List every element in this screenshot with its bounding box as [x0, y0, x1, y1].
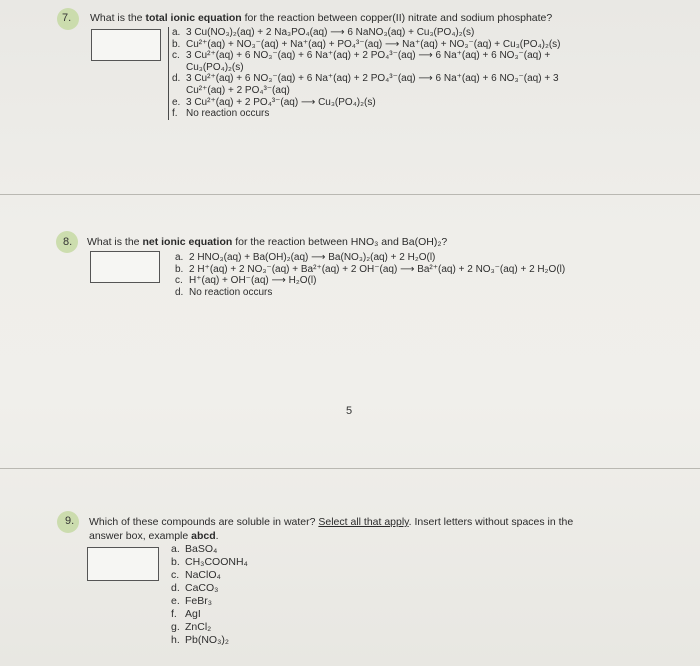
q8-text-bold: net ionic equation [142, 236, 233, 248]
option-text: Cu²⁺(aq) + NO₃⁻(aq) + Na⁺(aq) + PO₄³⁻(aq) ⟶ Na⁺(aq) + NO₃⁻(aq) + Cu₃(PO₄)₂(s) [186, 38, 561, 50]
option-letter: d. [171, 582, 180, 594]
question-7-options [168, 27, 561, 120]
option-text: H⁺(aq) + OH⁻(aq) ⟶ H₂O(l) [189, 275, 317, 287]
option-letter: e. [171, 595, 180, 607]
option-letter: c. [171, 569, 180, 581]
q9-text-bold: abcd [191, 530, 216, 542]
q8-text-pre: What is the [87, 236, 143, 248]
q7-text-post: for the reaction between copper(II) nitrate and sodium phosphate? [241, 12, 553, 24]
question-9-number: 9. [65, 515, 75, 527]
option-q7-0 [172, 27, 561, 39]
option-q8-0 [175, 252, 565, 264]
option-letter: f. [171, 608, 177, 620]
option-letter: d. [175, 286, 184, 298]
question-8-number: 8. [63, 236, 73, 248]
option-letter: h. [171, 634, 180, 646]
option-text: 3 Cu²⁺(aq) + 6 NO₃⁻(aq) + 6 Na⁺(aq) + 2 PO₄³⁻(aq) ⟶ 6 Na⁺(aq) + 6 NO₃⁻(aq) + 3 [186, 73, 559, 85]
question-7-answer-box[interactable] [91, 29, 161, 61]
option-q9-7 [171, 634, 248, 647]
option-text: CaCO₃ [185, 582, 219, 594]
option-letter: f. [172, 108, 178, 120]
option-continuation: Cu₃(PO₄)₂(s) [186, 61, 244, 73]
option-letter: b. [175, 263, 184, 275]
option-text: CH₃COONH₄ [185, 556, 248, 568]
option-text: No reaction occurs [189, 286, 273, 298]
option-q9-4 [171, 595, 248, 608]
option-letter: g. [171, 621, 180, 633]
option-text: AgI [185, 608, 201, 620]
divider-1 [0, 194, 700, 195]
option-text: 3 Cu²⁺(aq) + 2 PO₄³⁻(aq) ⟶ Cu₃(PO₄)₂(s) [186, 96, 376, 108]
option-letter: a. [172, 27, 181, 38]
q7-text-pre: What is the [90, 12, 146, 24]
option-q9-2 [171, 569, 248, 582]
option-q7-5 [172, 108, 561, 120]
option-letter: e. [172, 96, 181, 108]
question-8-options [175, 252, 565, 298]
option-q9-3 [171, 582, 248, 595]
option-text: FeBr₃ [185, 595, 213, 607]
option-q9-1 [171, 556, 248, 569]
question-9-text [89, 515, 684, 543]
option-text: 2 H⁺(aq) + 2 NO₃⁻(aq) + Ba²⁺(aq) + 2 OH⁻(aq) ⟶ Ba²⁺(aq) + 2 NO₃⁻(aq) + 2 H₂O(l) [189, 263, 566, 275]
option-letter: b. [172, 38, 181, 50]
option-q7-1 [172, 39, 561, 51]
option-q7-4 [172, 97, 561, 109]
question-7-number: 7. [62, 12, 72, 24]
q9-text-a: Which of these compounds are soluble in water? [89, 516, 319, 528]
question-7-text [90, 12, 690, 25]
option-letter: c. [172, 50, 180, 62]
option-text: 3 Cu(NO₃)₂(aq) + 2 Na₃PO₄(aq) ⟶ 6 NaNO₃(aq) + Cu₃(PO₄)₂(s) [186, 27, 475, 38]
option-text: No reaction occurs [186, 108, 270, 120]
option-text: 3 Cu²⁺(aq) + 6 NO₃⁻(aq) + 6 Na⁺(aq) + 2 PO₄³⁻(aq) ⟶ 6 Na⁺(aq) + 6 NO₃⁻(aq) + [186, 50, 551, 62]
option-q9-6 [171, 621, 248, 634]
option-text: Pb(NO₃)₂ [185, 634, 229, 646]
option-q8-2 [175, 275, 565, 287]
option-text: 2 HNO₃(aq) + Ba(OH)₂(aq) ⟶ Ba(NO₃)₂(aq) + 2 H₂O(l) [189, 252, 436, 263]
q8-text-post: for the reaction between HNO₃ and Ba(OH)₂? [232, 236, 448, 248]
q9-text-d: . [215, 530, 219, 542]
question-8-answer-box[interactable] [90, 251, 160, 283]
option-q8-1 [175, 264, 565, 276]
q9-text-c: answer box, example [89, 530, 192, 542]
option-q8-3 [175, 287, 565, 299]
option-q7-3 [172, 73, 561, 85]
q9-text-underline: Select all that apply [318, 516, 409, 528]
option-letter: a. [175, 252, 184, 263]
q9-text-b: . Insert letters without spaces in the [408, 516, 574, 528]
page-number: 5 [346, 405, 353, 417]
option-letter: d. [172, 73, 181, 85]
question-9-answer-box[interactable] [87, 547, 159, 581]
q7-text-bold: total ionic equation [145, 12, 242, 24]
option-text: ZnCl₂ [185, 621, 212, 633]
option-text: NaClO₄ [185, 569, 221, 581]
question-9-options [171, 543, 248, 647]
option-q7-2 [172, 50, 561, 62]
option-letter: c. [175, 275, 183, 287]
option-continuation: Cu²⁺(aq) + 2 PO₄³⁻(aq) [186, 84, 290, 96]
option-text: BaSO₄ [185, 543, 218, 555]
divider-2 [0, 468, 700, 469]
question-8-text [87, 236, 687, 249]
option-letter: b. [171, 556, 180, 568]
option-q9-5 [171, 608, 248, 621]
option-letter: a. [171, 543, 180, 555]
option-q9-0 [171, 543, 248, 556]
